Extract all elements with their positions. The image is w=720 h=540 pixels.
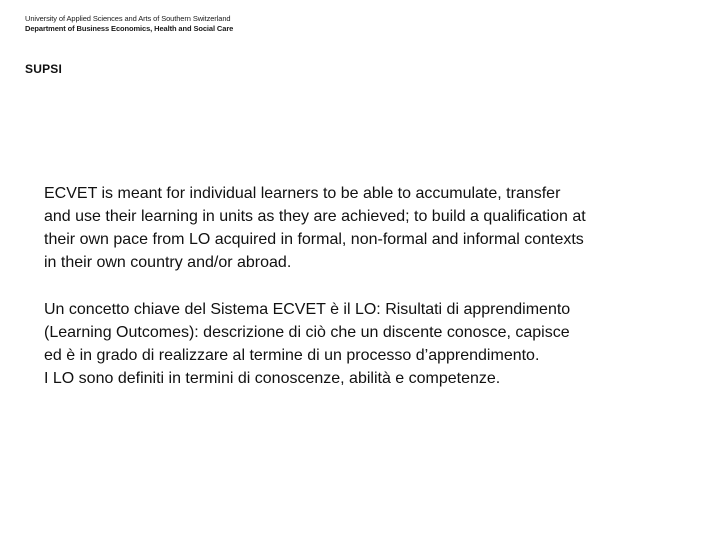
paragraph-ecvet-english <box>44 182 684 274</box>
supsi-logo: SUPSI <box>25 62 63 76</box>
paragraph-line: in their own country and/or abroad. <box>44 254 292 271</box>
paragraph-ecvet-italian <box>44 298 684 390</box>
slide-body <box>44 182 684 390</box>
paragraph-line: Un concetto chiave del Sistema ECVET è il LO: Risultati di apprendimento <box>44 301 571 318</box>
paragraph-line: (Learning Outcomes): descrizione di ciò che un discente conosce, capisce <box>44 324 570 341</box>
institution-name: University of Applied Sciences and Arts of Southern Switzerland <box>25 14 231 23</box>
slide-header <box>25 14 425 34</box>
paragraph-line: their own pace from LO acquired in formal, non-formal and informal contexts <box>44 231 584 248</box>
paragraph-line: ECVET is meant for individual learners to be able to accumulate, transfer <box>44 185 561 202</box>
paragraph-line: I LO sono definiti in termini di conoscenze, abilità e competenze. <box>44 370 501 387</box>
paragraph-line: and use their learning in units as they are achieved; to build a qualification at <box>44 208 586 225</box>
department-name: Department of Business Economics, Health and Social Care <box>25 24 234 33</box>
paragraph-line: ed è in grado di realizzare al termine di un processo d’apprendimento. <box>44 347 540 364</box>
